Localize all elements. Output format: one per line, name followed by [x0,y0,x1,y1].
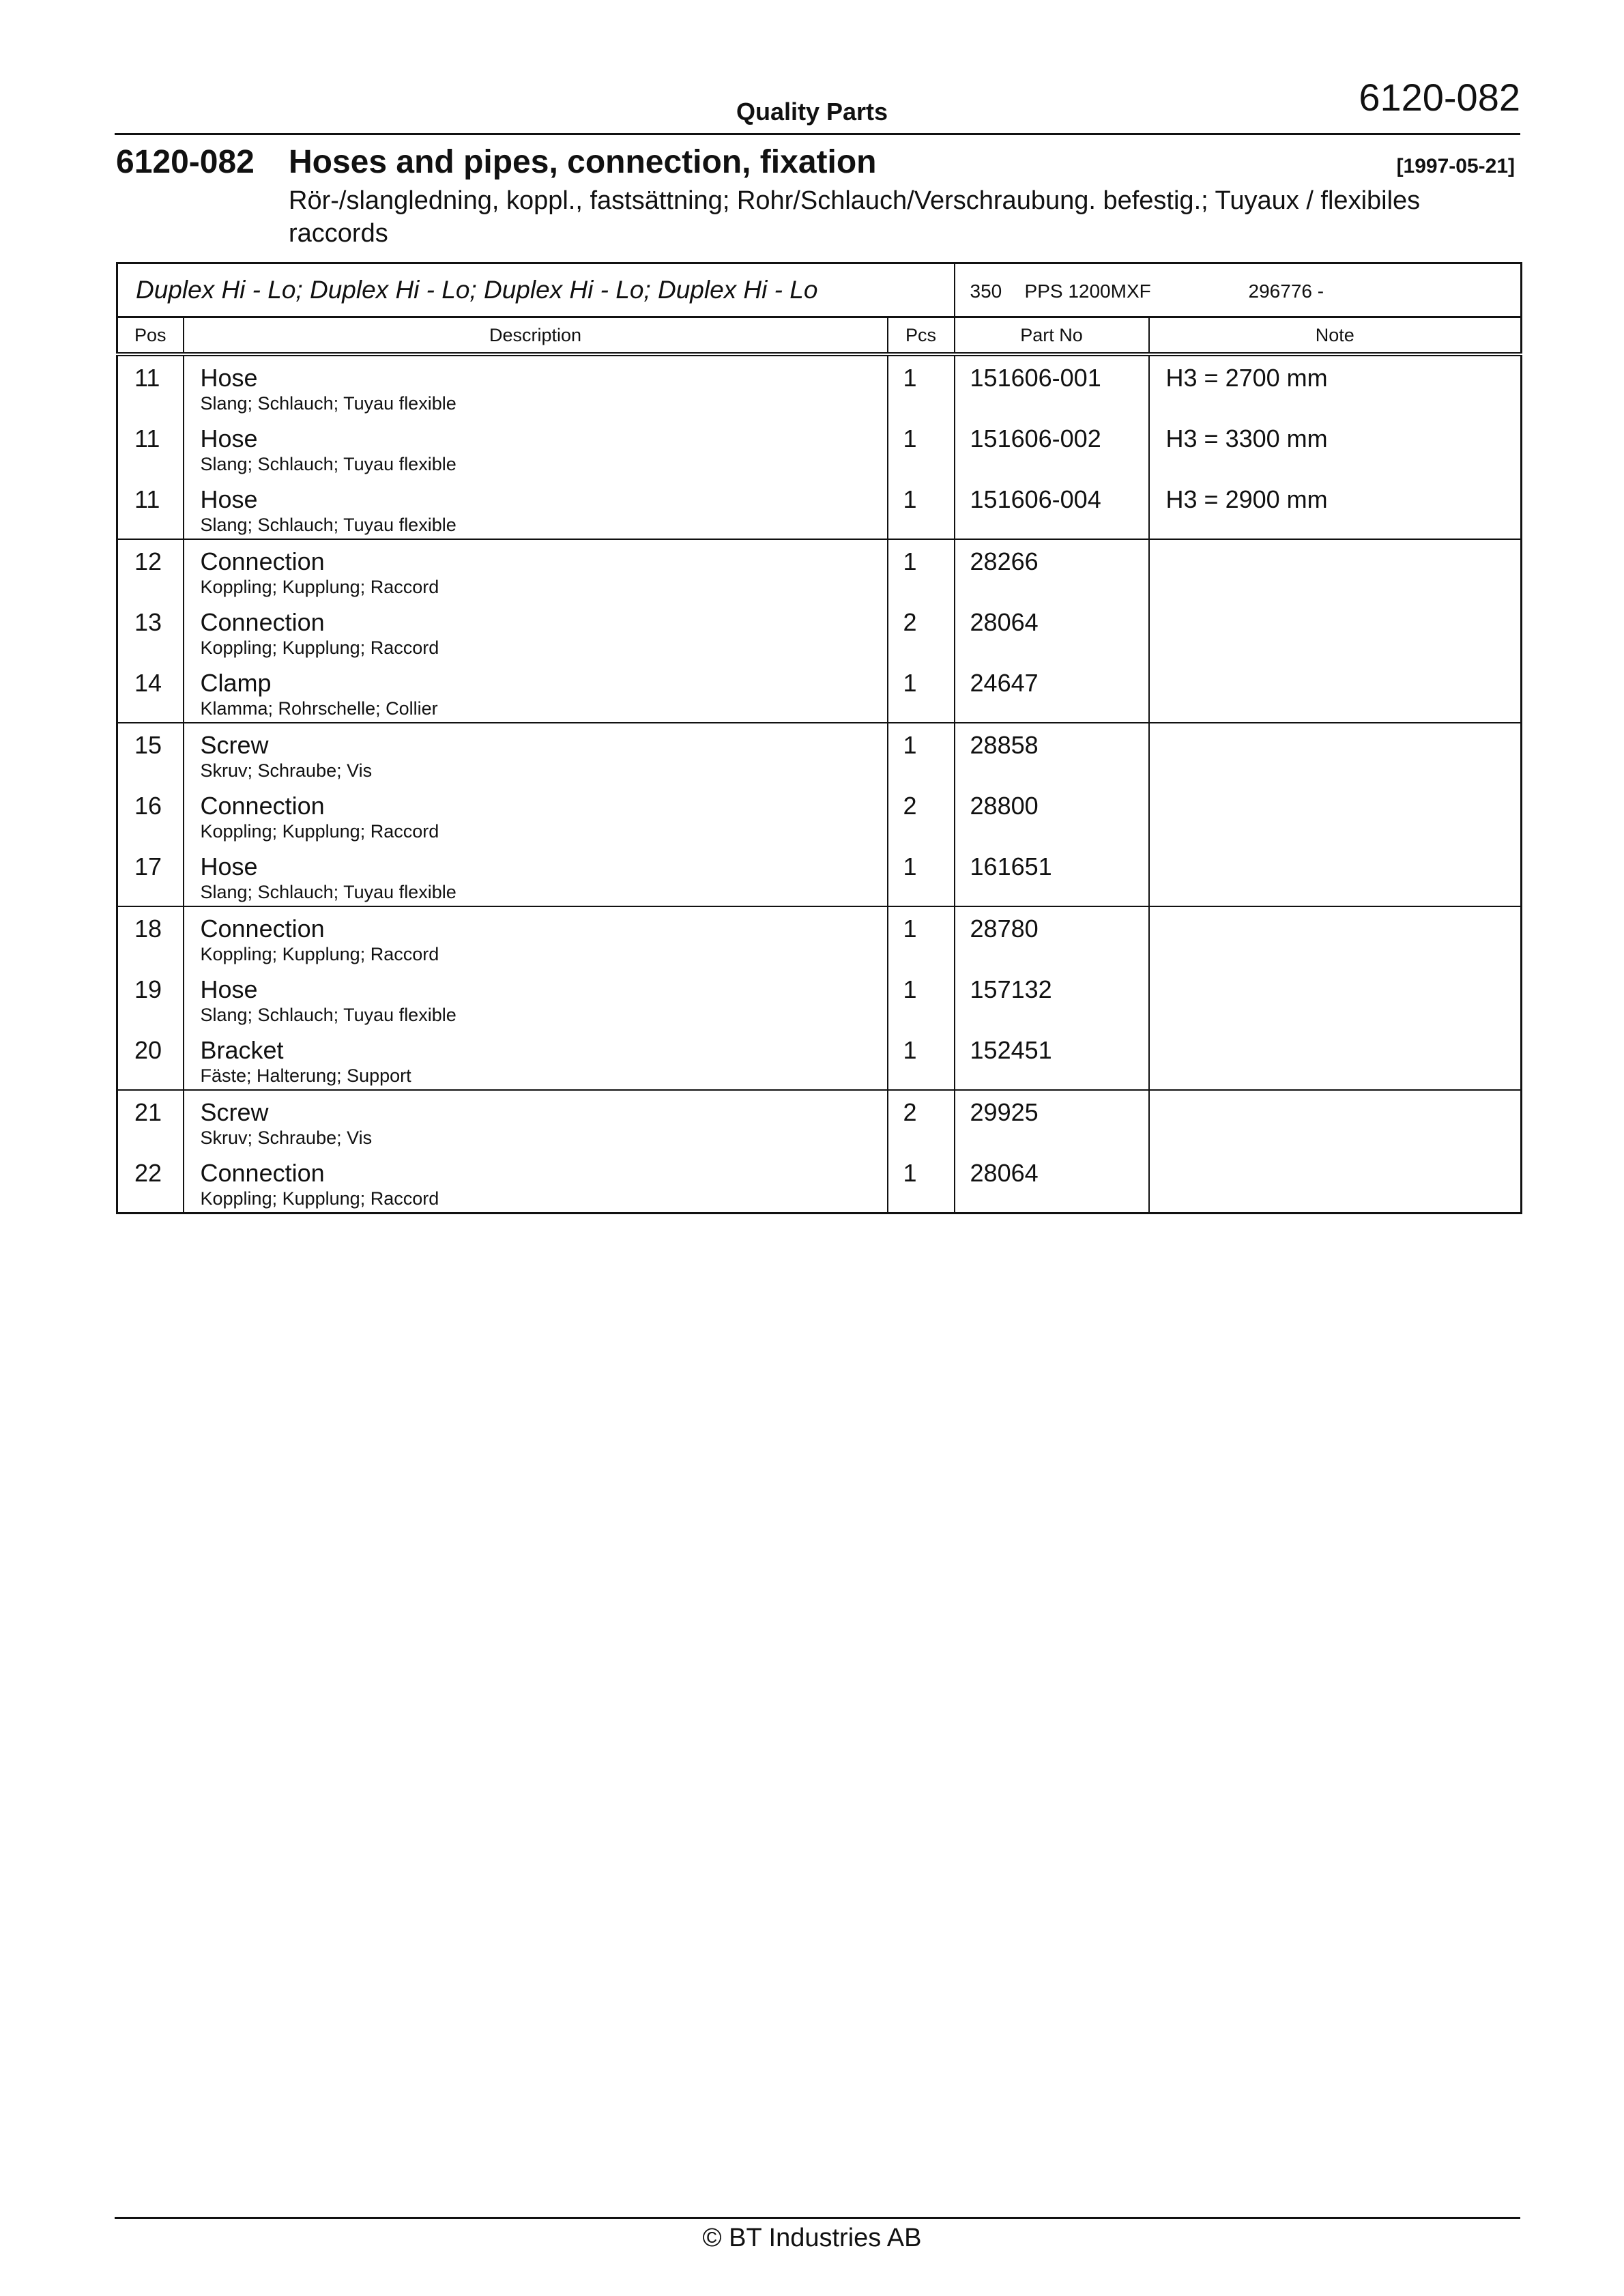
row-desc-translations: Koppling; Kupplung; Raccord [200,821,439,842]
row-desc-main: Hose [200,425,258,453]
table-row [117,1090,1522,1151]
row-pcs: 1 [888,478,955,539]
row-pcs: 1 [888,1151,955,1214]
row-desc-translations: Koppling; Kupplung; Raccord [200,944,439,964]
row-part-no: 28780 [955,906,1149,968]
table-row [117,723,1522,784]
row-pcs: 2 [888,784,955,845]
col-part-no: Part No [955,317,1149,355]
row-part-no: 28858 [955,723,1149,784]
row-pos: 13 [117,601,184,661]
footer-divider [115,2217,1520,2219]
model-info [955,263,1522,317]
row-pos: 22 [117,1151,184,1214]
row-note [1149,539,1522,601]
section-date: [1997-05-21] [1396,155,1515,177]
row-pcs: 1 [888,968,955,1029]
row-pcs: 1 [888,1029,955,1090]
table-row [117,601,1522,661]
row-description [184,539,888,601]
row-pcs: 1 [888,845,955,906]
section-code: 6120-082 [116,144,255,180]
row-description [184,845,888,906]
row-description [184,354,888,417]
table-row [117,845,1522,906]
row-note [1149,906,1522,968]
row-part-no: 29925 [955,1090,1149,1151]
row-part-no: 151606-001 [955,354,1149,417]
row-note: H3 = 3300 mm [1165,425,1328,453]
row-desc-main: Clamp [200,669,272,697]
row-desc-translations: Slang; Schlauch; Tuyau flexible [200,393,456,414]
row-note [1149,661,1522,723]
row-description [184,601,888,661]
row-part-no: 28800 [955,784,1149,845]
row-desc-main: Connection [200,792,325,820]
section-title: Hoses and pipes, connection, fixation [289,144,877,180]
row-pcs: 2 [888,1090,955,1151]
row-description [184,1029,888,1090]
row-pos: 15 [117,723,184,784]
row-pos: 17 [117,845,184,906]
row-description [184,661,888,723]
header-divider [115,133,1520,135]
col-pcs: Pcs [888,317,955,355]
row-part-no: 28064 [955,601,1149,661]
row-desc-main: Hose [200,364,258,392]
row-description [184,906,888,968]
row-pcs: 1 [888,723,955,784]
table-row [117,1151,1522,1214]
row-pos: 11 [117,478,184,539]
row-description [184,1090,888,1151]
row-pos: 19 [117,968,184,1029]
row-part-no: 24647 [955,661,1149,723]
row-part-no: 157132 [955,968,1149,1029]
row-desc-main: Hose [200,975,258,1003]
row-part-no: 151606-002 [955,417,1149,478]
row-description [184,478,888,539]
table-row [117,906,1522,968]
row-note: H3 = 2700 mm [1165,364,1328,392]
table-row [117,784,1522,845]
row-note: H3 = 2900 mm [1165,485,1328,513]
row-pcs: 1 [888,354,955,417]
page-code: 6120-082 [1359,76,1520,119]
parts-table [116,262,1522,1214]
row-part-no: 161651 [955,845,1149,906]
row-desc-translations: Klamma; Rohrschelle; Collier [200,698,438,719]
row-pos: 14 [117,661,184,723]
row-part-no: 151606-004 [955,478,1149,539]
row-part-no: 28266 [955,539,1149,601]
row-pcs: 2 [888,601,955,661]
row-pos: 12 [117,539,184,601]
row-desc-translations: Koppling; Kupplung; Raccord [200,1188,439,1209]
row-note [1149,1151,1522,1214]
row-desc-translations: Slang; Schlauch; Tuyau flexible [200,882,456,902]
model-type: PPS 1200MXF [1024,281,1151,302]
row-desc-main: Bracket [200,1036,284,1064]
table-row [117,968,1522,1029]
col-note: Note [1149,317,1522,355]
table-row [117,417,1522,478]
row-note [1149,968,1522,1029]
row-pos: 18 [117,906,184,968]
row-note [1149,1029,1522,1090]
row-desc-main: Hose [200,852,258,880]
row-pos: 11 [117,354,184,417]
row-pos: 16 [117,784,184,845]
table-row [117,354,1522,417]
row-desc-translations: Koppling; Kupplung; Raccord [200,577,439,597]
row-note [1149,601,1522,661]
model-number: 350 [970,281,1002,302]
row-description [184,417,888,478]
model-row [117,263,1522,317]
row-desc-translations: Slang; Schlauch; Tuyau flexible [200,454,456,474]
row-desc-main: Connection [200,547,325,575]
row-note [1149,1090,1522,1151]
row-desc-main: Connection [200,915,325,943]
row-pos: 20 [117,1029,184,1090]
row-desc-main: Connection [200,608,325,636]
row-desc-translations: Fäste; Halterung; Support [200,1065,411,1086]
table-row [117,478,1522,539]
row-description [184,784,888,845]
row-desc-main: Hose [200,485,258,513]
footer-copyright: © BT Industries AB [702,2224,922,2252]
row-desc-translations: Slang; Schlauch; Tuyau flexible [200,1005,456,1025]
row-desc-main: Connection [200,1159,325,1187]
row-part-no: 28064 [955,1151,1149,1214]
row-description [184,968,888,1029]
row-pos: 21 [117,1090,184,1151]
row-note [1149,723,1522,784]
row-description [184,723,888,784]
table-row [117,539,1522,601]
model-serial: 296776 - [1248,281,1324,302]
model-name: Duplex Hi - Lo; Duplex Hi - Lo; Duplex Hi - Lo; Duplex Hi - Lo [117,263,955,317]
row-pcs: 1 [888,906,955,968]
header-title: Quality Parts [736,98,888,126]
table-row [117,1029,1522,1090]
row-pcs: 1 [888,539,955,601]
row-part-no: 152451 [955,1029,1149,1090]
column-header-row [117,317,1522,355]
table-row [117,661,1522,723]
row-desc-main: Screw [200,1098,269,1126]
col-pos: Pos [117,317,184,355]
section-subtitle: Rör-/slangledning, koppl., fastsättning; Rohr/Schlauch/Verschraubung. befestig.; Tuyaux / flexibiles raccords [289,186,1421,248]
row-description [184,1151,888,1214]
row-pcs: 1 [888,417,955,478]
row-desc-translations: Slang; Schlauch; Tuyau flexible [200,515,456,535]
row-desc-translations: Koppling; Kupplung; Raccord [200,637,439,658]
row-desc-main: Screw [200,731,269,759]
row-desc-translations: Skruv; Schraube; Vis [200,1128,373,1148]
row-pos: 11 [117,417,184,478]
row-note [1149,784,1522,845]
row-desc-translations: Skruv; Schraube; Vis [200,760,373,781]
row-pcs: 1 [888,661,955,723]
row-note [1149,845,1522,906]
col-description: Description [184,317,888,355]
